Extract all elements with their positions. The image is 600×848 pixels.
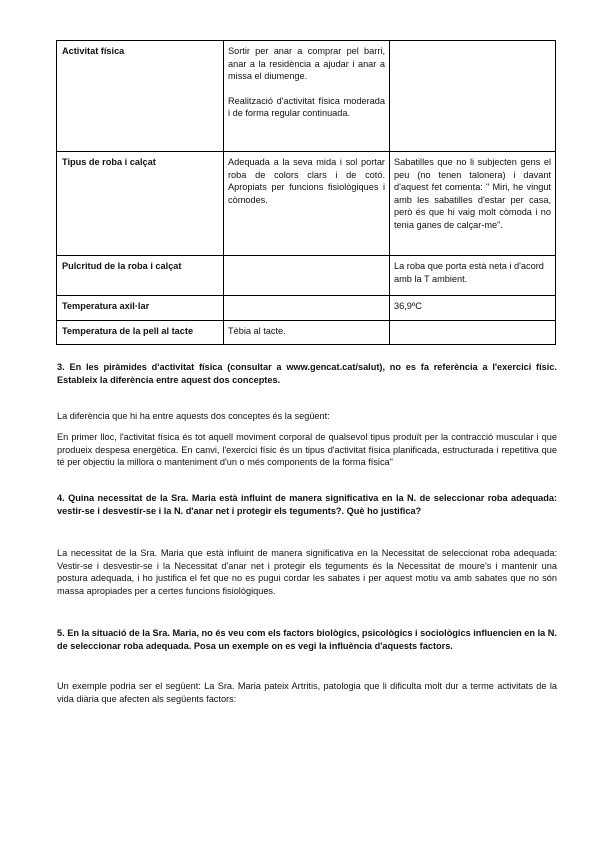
answer-3-intro: La diferència que hi ha entre aquests dos conceptes és la següent: bbox=[57, 411, 330, 421]
assessment-table bbox=[56, 40, 556, 345]
table-row bbox=[57, 41, 556, 152]
row-label: Temperatura axil·lar bbox=[57, 296, 224, 321]
table-row bbox=[57, 152, 556, 256]
table-row bbox=[57, 296, 556, 321]
row-comment: Sabatilles que no li subjecten gens el peu (no tenen talonera) i davant d'aquest fet comenta: " Miri, he vingut amb les sabatilles d'estar per casa, però és que hi vaig molt còmoda i no tenia ganes de calçar-me". bbox=[390, 152, 556, 256]
row-observation bbox=[224, 41, 390, 152]
observation-paragraph: Adequada a la seva mida i sol portar roba de colors clars i de cotó. Apropiats per funcions fisiològiques i còmodes. bbox=[228, 157, 385, 205]
table-row bbox=[57, 321, 556, 345]
table-row bbox=[57, 256, 556, 296]
row-observation bbox=[224, 256, 390, 296]
row-label: Pulcritud de la roba i calçat bbox=[57, 256, 224, 296]
observation-paragraph: Tèbia al tacte. bbox=[228, 326, 286, 336]
row-comment: 36,9ºC bbox=[390, 296, 556, 321]
row-comment bbox=[390, 321, 556, 345]
question-5: 5. En la situació de la Sra. Maria, no és veu com els factors biològics, psicològics i sociològics influencien en la N. de seleccionar roba adequada. Posa un exemple on es vegi la influència d'aquests factors. bbox=[57, 628, 557, 651]
row-label: Activitat física bbox=[57, 41, 224, 152]
observation-paragraph: Sortir per anar a comprar pel barri, anar a la residència a ajudar i anar a missa el diumenge. bbox=[228, 46, 385, 81]
row-observation bbox=[224, 152, 390, 256]
row-comment bbox=[390, 41, 556, 152]
row-observation bbox=[224, 296, 390, 321]
question-4: 4. Quina necessitat de la Sra. Maria està influint de manera significativa en la N. de seleccionar roba adequada: vestir-se i desvestir-se i la N. d'anar net i protegir els teguments?. Què ho justifica? bbox=[57, 493, 557, 516]
answer-5: Un exemple podria ser el següent: La Sra. Maria pateix Artritis, patologia que li dificulta molt dur a terme activitats de la vida diària que afecten als següents factors: bbox=[57, 681, 557, 704]
row-comment: La roba que porta està neta i d'acord amb la T ambient. bbox=[390, 256, 556, 296]
row-observation bbox=[224, 321, 390, 345]
observation-paragraph: Realització d'activitat física moderada i de forma regular continuada. bbox=[228, 95, 385, 118]
row-label: Tipus de roba i calçat bbox=[57, 152, 224, 256]
row-label: Temperatura de la pell al tacte bbox=[57, 321, 224, 345]
answer-4: La necessitat de la Sra. Maria que està influint de manera significativa en la Necessitat de seleccionat roba adequada: Vestir-se i desvestir-se i la Necessitat d'anar net i protegir els teguments és la Necessitat de moure's i mantenir una postura adequada, i ho justifica el fet que no es pugui cordar les sabates i per aquest motiu va amb sabates que no són massa apropiades per a certes funcions fisiològiques. bbox=[57, 548, 557, 596]
answer-3-body: En primer lloc, l'activitat física és tot aquell moviment corporal de qualsevol tipus produït per la contracció muscular i que produeix despesa energètica. En canvi, l'exercici físic és un tipus d'activitat física planificada, estructurada i repetitiva que té per objectiu la millora o manteniment d'un o més components de la forma física" bbox=[57, 432, 557, 468]
question-3: 3. En les piràmides d'activitat física (consultar a www.gencat.cat/salut), no es fa referència a l'exercici físic. Estableix la diferència entre aquest dos conceptes. bbox=[57, 362, 557, 385]
